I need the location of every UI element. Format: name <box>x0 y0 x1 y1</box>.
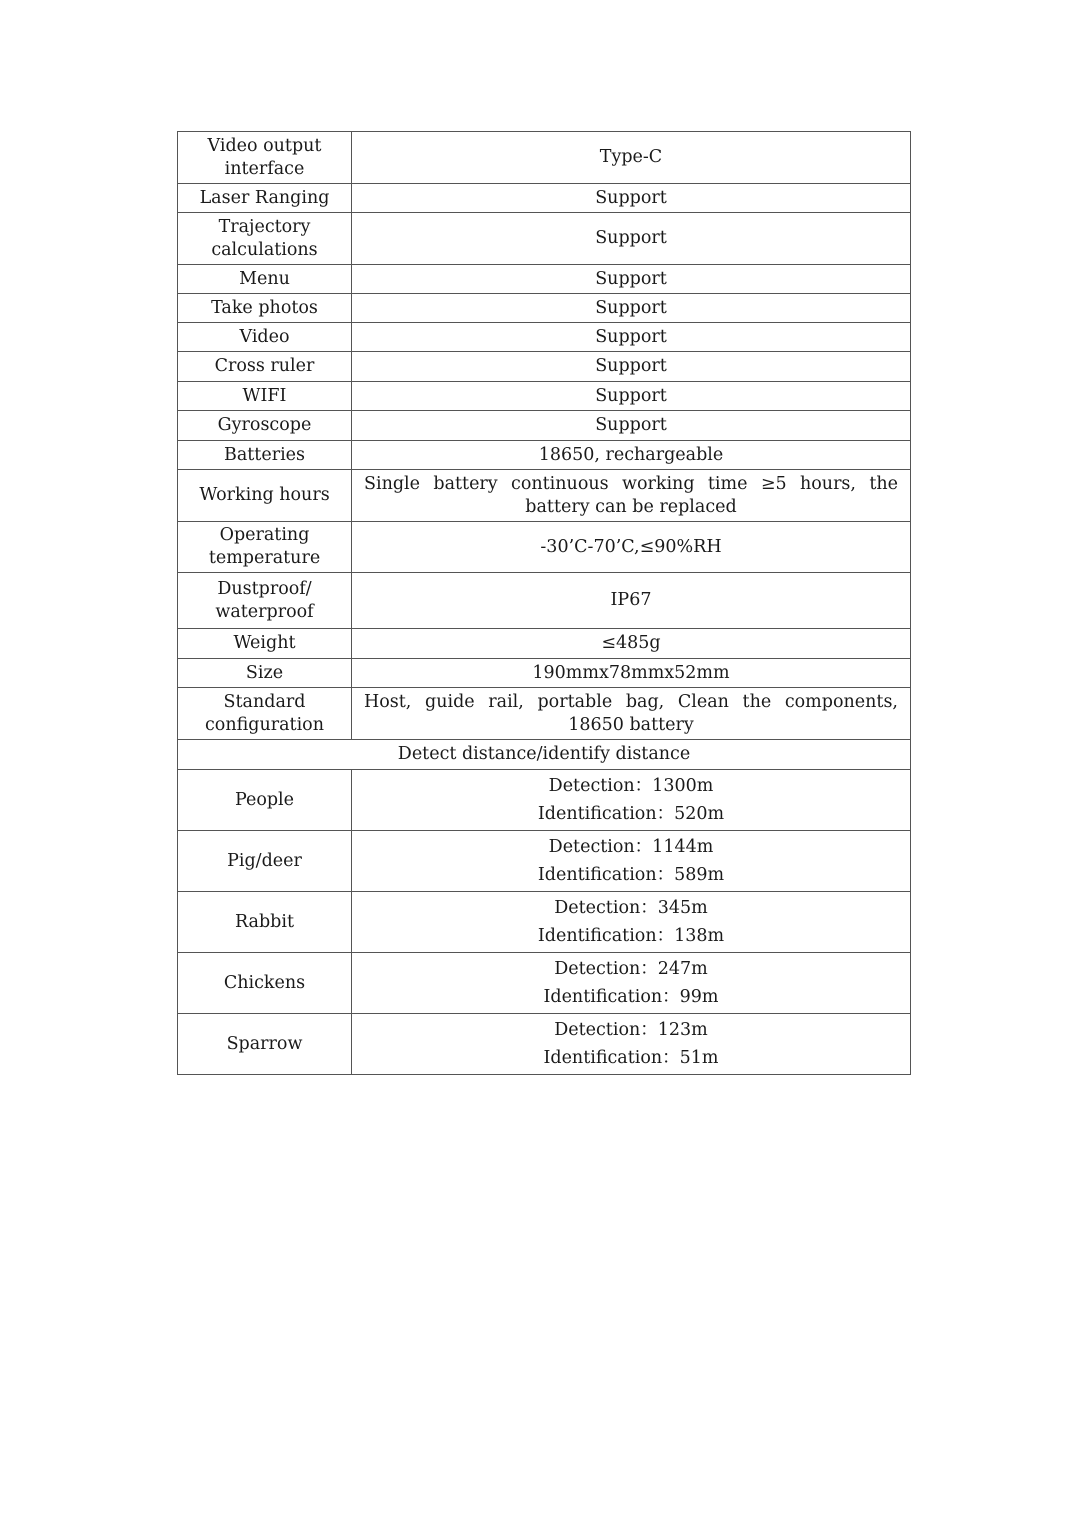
spec-label: Video output interface <box>178 132 352 184</box>
range-target: Pig/deer <box>178 831 352 892</box>
table-row <box>178 770 911 831</box>
range-header: Detect distance/identify distance <box>178 740 911 770</box>
spec-label: Cross ruler <box>178 352 352 382</box>
table-row <box>178 892 911 953</box>
table-row <box>178 573 911 629</box>
spec-label: Laser Ranging <box>178 184 352 213</box>
spec-value: 190mmx78mmx52mm <box>352 659 911 688</box>
spec-value: Host, guide rail, portable bag, Clean the components, 18650 battery <box>352 688 911 740</box>
spec-label: Gyroscope <box>178 411 352 441</box>
range-target: Sparrow <box>178 1014 352 1075</box>
spec-value: Support <box>352 294 911 323</box>
spec-value: Support <box>352 352 911 382</box>
spec-value: 18650, rechargeable <box>352 441 911 470</box>
spec-label: Dustproof/ waterproof <box>178 573 352 629</box>
table-row <box>178 629 911 659</box>
spec-value: Support <box>352 213 911 265</box>
spec-value: Support <box>352 184 911 213</box>
identification-distance: Identification：99m <box>543 987 719 1007</box>
table-row <box>178 522 911 573</box>
range-target: People <box>178 770 352 831</box>
table-row <box>178 411 911 441</box>
table-row <box>178 323 911 352</box>
spec-value: Support <box>352 411 911 441</box>
table-row <box>178 1014 911 1075</box>
range-values <box>352 892 911 953</box>
spec-label: Standard configuration <box>178 688 352 740</box>
table-row <box>178 382 911 411</box>
detection-distance: Detection：1300m <box>548 776 714 796</box>
spec-value: Single battery continuous working time ≥5 hours, the battery can be replaced <box>352 470 911 522</box>
spec-label: Size <box>178 659 352 688</box>
table-row <box>178 659 911 688</box>
table-row <box>178 470 911 522</box>
spec-label: Weight <box>178 629 352 659</box>
spec-table <box>177 131 911 1075</box>
spec-label: Menu <box>178 265 352 294</box>
spec-value: IP67 <box>352 573 911 629</box>
table-row <box>178 688 911 740</box>
identification-distance: Identification：51m <box>543 1048 719 1068</box>
spec-label: Take photos <box>178 294 352 323</box>
identification-distance: Identification：589m <box>537 865 725 885</box>
table-row <box>178 831 911 892</box>
table-row <box>178 132 911 184</box>
spec-value: Support <box>352 382 911 411</box>
detection-distance: Detection：123m <box>554 1020 708 1040</box>
spec-label: Video <box>178 323 352 352</box>
table-row <box>178 184 911 213</box>
identification-distance: Identification：520m <box>537 804 725 824</box>
spec-value: Type-C <box>352 132 911 184</box>
range-header-row <box>178 740 911 770</box>
range-target: Chickens <box>178 953 352 1014</box>
range-values <box>352 770 911 831</box>
spec-label: Working hours <box>178 470 352 522</box>
spec-value: Support <box>352 265 911 294</box>
spec-value: -30’C-70’C,≤90%RH <box>352 522 911 573</box>
range-values <box>352 1014 911 1075</box>
table-row <box>178 265 911 294</box>
identification-distance: Identification：138m <box>537 926 725 946</box>
spec-label: Operating temperature <box>178 522 352 573</box>
detection-distance: Detection：1144m <box>548 837 714 857</box>
range-values <box>352 953 911 1014</box>
detection-distance: Detection：247m <box>554 959 708 979</box>
table-row <box>178 953 911 1014</box>
spec-value: ≤485g <box>352 629 911 659</box>
spec-value: Support <box>352 323 911 352</box>
range-target: Rabbit <box>178 892 352 953</box>
table-row <box>178 441 911 470</box>
spec-label: WIFI <box>178 382 352 411</box>
spec-label: Trajectory calculations <box>178 213 352 265</box>
detection-distance: Detection：345m <box>554 898 708 918</box>
table-row <box>178 213 911 265</box>
spec-label: Batteries <box>178 441 352 470</box>
table-row <box>178 294 911 323</box>
table-row <box>178 352 911 382</box>
range-values <box>352 831 911 892</box>
